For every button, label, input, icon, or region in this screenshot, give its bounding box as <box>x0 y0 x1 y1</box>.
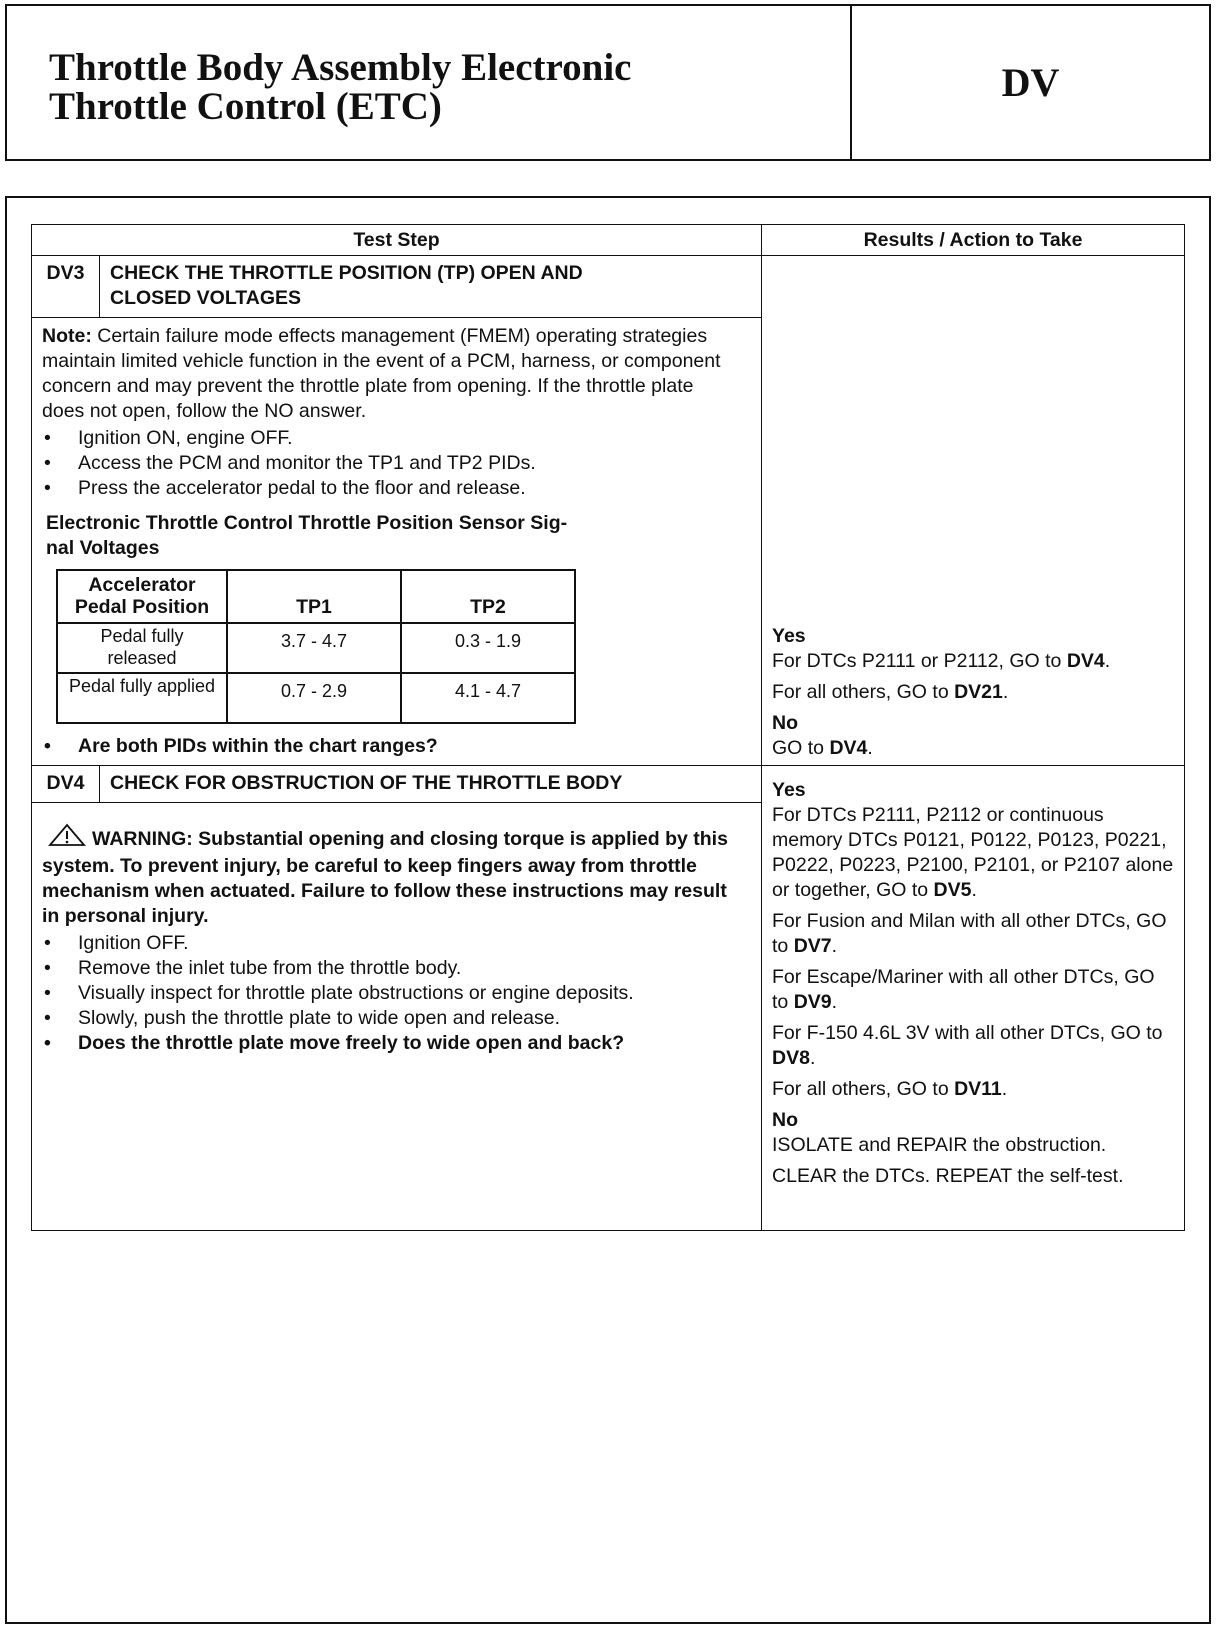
list-item: • Ignition ON, engine OFF. <box>42 426 741 451</box>
voltage-table <box>56 569 576 724</box>
dv4-title-row <box>32 766 1185 803</box>
list-item: • Access the PCM and monitor the TP1 and TP2 PIDs. <box>42 451 741 476</box>
document-header <box>5 4 1211 161</box>
list-item: • Slowly, push the throttle plate to wide open and release. <box>42 1006 741 1031</box>
dv4-goto-dv8: DV8 <box>772 1047 810 1069</box>
dv3-title-line-1: CHECK THE THROTTLE POSITION (TP) OPEN AND <box>110 262 583 284</box>
dv3-yes-action-2: For all others, GO to DV21. <box>772 681 1009 703</box>
dv3-goto-dv4: DV4 <box>1066 650 1105 672</box>
voltage-position-cell: Pedal fully released <box>57 623 227 673</box>
dv4-body <box>32 803 762 1231</box>
list-item: • Visually inspect for throttle plate obstructions or engine deposits. <box>42 981 741 1006</box>
dv4-goto-dv5: DV5 <box>933 879 972 901</box>
dv3-yes-label: Yes <box>772 625 806 647</box>
dv4-yes-action-4: For F-150 4.6L 3V with all other DTCs, GO to DV8. <box>772 1022 1163 1069</box>
voltage-position-cell: Pedal fully applied <box>57 673 227 723</box>
dv3-no-goto-dv4: DV4 <box>829 737 868 759</box>
dv4-yes-label: Yes <box>772 779 806 801</box>
title-line-2: Throttle Control (ETC) <box>49 85 442 128</box>
dv3-step-title <box>100 256 762 318</box>
dv3-yes-action-1: For DTCs P2111 or P2112, GO to DV4. <box>772 650 1111 672</box>
dv4-yes-action-5: For all others, GO to DV11. <box>772 1078 1008 1100</box>
title-cell <box>7 6 850 159</box>
results-header: Results / Action to Take <box>762 225 1185 256</box>
voltage-tp2-cell: 4.1 - 4.7 <box>401 673 575 723</box>
dv3-title-row <box>32 256 1185 318</box>
title-line-1: Throttle Body Assembly Electronic <box>49 46 632 89</box>
dv4-no-action-1: ISOLATE and REPAIR the obstruction. <box>772 1134 1107 1156</box>
dv4-yes-action-2: For Fusion and Milan with all other DTCs, GO to DV7. <box>772 910 1167 957</box>
dv4-warning-text: WARNING: Substantial opening and closing torque is applied by this system. To prevent injury, be careful to keep fingers away from throttle mechanism when actuated. Failure to follow these instructions may result in personal injury. <box>42 828 728 927</box>
dv3-results-cell <box>762 256 1185 766</box>
dv3-note-label: Note: <box>42 325 92 348</box>
dv4-goto-dv9: DV9 <box>793 991 832 1013</box>
dv3-question: • Are both PIDs within the chart ranges? <box>42 734 741 759</box>
dv3-title-line-2: CLOSED VOLTAGES <box>110 287 302 309</box>
list-item: • Press the accelerator pedal to the floor and release. <box>42 476 741 501</box>
dv4-no-action-2: CLEAR the DTCs. REPEAT the self-test. <box>772 1165 1124 1187</box>
section-code: DV <box>1001 60 1060 105</box>
table-header-row <box>32 225 1185 256</box>
dv4-results-cell <box>762 766 1185 1231</box>
voltage-col-tp2: TP2 <box>401 570 575 623</box>
dv4-question: • Does the throttle plate move freely to wide open and back? <box>42 1031 741 1056</box>
dv3-no-action: GO to DV4. <box>772 737 873 759</box>
dv3-no-label: No <box>772 712 799 734</box>
dv3-goto-dv21: DV21 <box>954 681 1003 703</box>
dv4-yes-action-1: For DTCs P2111, P2112 or continuous memory DTCs P0121, P0122, P0123, P0221, P0222, P0223, P2100, P2101, or P2107 alone or together, GO to DV5. <box>772 804 1174 901</box>
dv3-body <box>32 318 762 766</box>
warning-triangle-icon <box>48 823 86 854</box>
voltage-tp1-cell: 0.7 - 2.9 <box>227 673 401 723</box>
page-title <box>49 48 809 126</box>
dv3-note <box>42 324 741 424</box>
dv4-goto-dv11: DV11 <box>954 1078 1002 1100</box>
voltage-tp2-cell: 0.3 - 1.9 <box>401 623 575 673</box>
voltage-table-caption: Electronic Throttle Control Throttle Position Sensor Sig- nal Voltages <box>46 512 568 560</box>
dv4-yes-action-3: For Escape/Mariner with all other DTCs, GO to DV9. <box>772 966 1155 1013</box>
dv3-question-list <box>42 734 741 759</box>
test-step-table <box>31 224 1185 1231</box>
dv4-bullet-list <box>42 931 741 1056</box>
dv3-note-text: Certain failure mode effects management (FMEM) operating strategies maintain limited vehicle function in the event of a PCM, harness, or component concern and may prevent the throttle plate from opening. If the throttle plate does not open, follow the NO answer. <box>42 325 721 423</box>
voltage-col-tp1: TP1 <box>227 570 401 623</box>
list-item: • Ignition OFF. <box>42 931 741 956</box>
voltage-tp1-cell: 3.7 - 4.7 <box>227 623 401 673</box>
dv4-no-label: No <box>772 1109 799 1131</box>
dv3-bullet-list <box>42 426 741 501</box>
list-item: • Remove the inlet tube from the throttle body. <box>42 956 741 981</box>
dv3-step-id: DV3 <box>32 256 100 318</box>
dv4-goto-dv7: DV7 <box>793 935 832 957</box>
voltage-table-header <box>57 570 575 623</box>
dv4-warning <box>42 823 741 929</box>
table-row <box>57 623 575 673</box>
table-row <box>57 673 575 723</box>
test-step-header: Test Step <box>32 225 762 256</box>
dv4-step-title: CHECK FOR OBSTRUCTION OF THE THROTTLE BODY <box>100 766 762 803</box>
dv4-step-id: DV4 <box>32 766 100 803</box>
voltage-col-position: Accelerator Pedal Position <box>57 570 227 623</box>
